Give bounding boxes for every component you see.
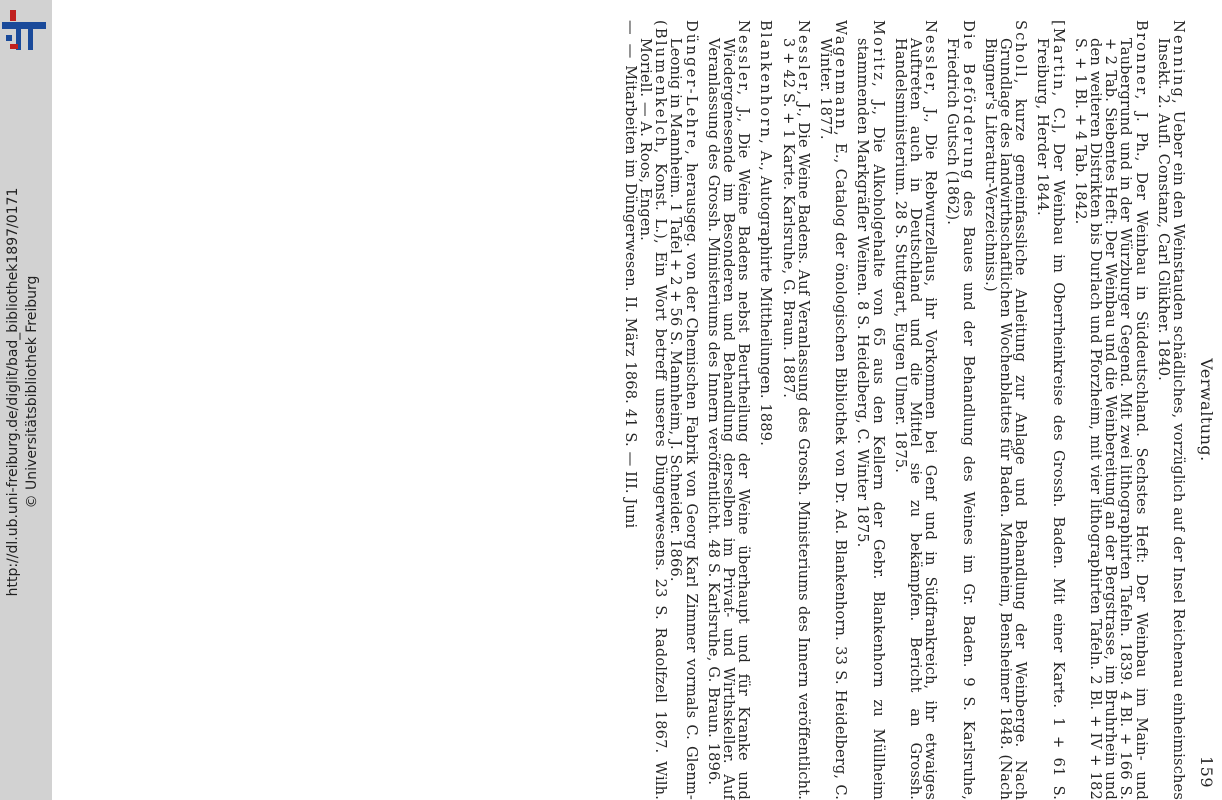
running-head: Verwaltung. bbox=[1197, 358, 1216, 462]
entry-text: J., Die Alkoholgehalte von 65 aus den Kellern der Gebr. Blankenhorn zu Müllheim stammenden Markgräfler Weinen. 8 S. Heidelberg, C. Winter 1875. bbox=[854, 38, 887, 800]
entry-text: Ueber ein den Weinstauden schädliches, vorzüglich auf der Insel Reichenau einheimisches Insekt. 2. Aufl. Constanz, Carl Glükher. 1840. bbox=[1154, 38, 1187, 800]
entry-text: des Baues und der Behandlung des Weines im Gr. Baden. 9 S. Karlsruhe, Friedrich Gutsch (1862). bbox=[944, 38, 977, 800]
bibliography-entry bbox=[893, 20, 939, 800]
entry-author: Dünger-Lehre, bbox=[682, 20, 700, 157]
entry-text: A., Autographirte Mittheilungen. 1889. bbox=[757, 145, 775, 447]
copyright-notice: © Universitätsbibliothek Freiburg bbox=[24, 275, 40, 509]
entry-author: (Blumenkelch, bbox=[652, 20, 670, 156]
entry-author: Nenning, bbox=[1170, 20, 1187, 106]
page-header bbox=[1186, 20, 1220, 800]
scanned-page bbox=[52, 0, 1222, 800]
entry-text: kurze gemeinfassliche Anleitung zur Anlage und Behandlung der Weinberge. Nach Grundlage des landwirthschaftlichen Wochenblattes für Baden. Mannheim, Bensheimer 1848. (Nach Bingner's Literatur-Verzeichniss.) bbox=[981, 38, 1030, 800]
bibliography-entry bbox=[780, 20, 810, 800]
bibliography-entry bbox=[638, 20, 668, 800]
entry-author: Blankenhorn, bbox=[757, 20, 775, 146]
entry-text: E., Catalog der önologischen Bibliothek von Dr. Ad. Blankenhorn. 33 S. Heidelberg, C. Winter. 1877. bbox=[816, 38, 850, 800]
entry-author: Die Beförderung bbox=[959, 20, 977, 182]
entry-author: Wagenmann, bbox=[832, 20, 850, 138]
entry-author: [Martin, bbox=[1049, 20, 1067, 99]
bibliography-entry bbox=[855, 20, 885, 800]
viewer-sidebar bbox=[0, 0, 52, 800]
entry-author: Nessler, bbox=[735, 20, 753, 98]
entry-text: Konst. L.), Ein Wort betreff unseres Düngerwesens. 23 S. Radolfzell 1867. Wilh. Moriell. — A. Roos, Engen. bbox=[636, 38, 670, 800]
bibliography-entry bbox=[1035, 20, 1065, 800]
entry-text: C.], Der Weinbau im Oberrheinkreise des Grossh. Baden. Mit einer Karte. 1 + 61 S. Freiburg, Herder 1844. bbox=[1034, 38, 1067, 800]
entry-text: herausgeg. von der Chemischen Fabrik von Georg Karl Zimmer vormals C. Glenm-Leonig in Mannheim. 1 Tafel + 2 + 56 S. Mannheim, J. Schneider. 1866. bbox=[667, 38, 700, 800]
page-number: 159 bbox=[1197, 755, 1216, 788]
bibliography-entry bbox=[983, 20, 1029, 800]
bibliography-entry bbox=[945, 20, 975, 800]
entry-text: J., Die Rebwurzellaus, ihr Vorkommen bei Genf und in Südfrankreich, ihr etwaiges Auftreten auch in Deutschland und die Mittel sie zu bekämpfen. Bericht an Grossh. Handelsministerium. 28 S. Stuttgart, Eugen Ulmer. 1875. bbox=[891, 38, 940, 800]
bibliography-entry bbox=[668, 20, 698, 800]
entry-author: Scholl, bbox=[1012, 20, 1030, 86]
bibliography-entry bbox=[758, 20, 773, 800]
bibliography-entry bbox=[1156, 20, 1186, 800]
entry-text: J., Die Weine Badens. Auf Veranlassung des Grossh. Ministeriums des Innern veröffentlicht. 3 + 42 S. + 1 Karte. Karlsruhe, G. Braun. 1887. bbox=[779, 38, 812, 800]
entry-text: Mitarbeiten im Düngerwesen. II. März 1868. 41 S. — III. Juni bbox=[621, 60, 639, 529]
entry-author: Moritz, bbox=[869, 20, 887, 89]
source-info bbox=[4, 0, 42, 792]
entry-author: Bronner, bbox=[1132, 20, 1150, 102]
bibliography-entry bbox=[1073, 20, 1149, 800]
bibliography-entry bbox=[623, 20, 638, 800]
page-content bbox=[280, 20, 1220, 800]
entry-text: J., Die Weine Badens nebst Beurtheilung der Weine überhaupt und für Kranke und Wiedergenesende im Besonderen und Behandlung derselben im Privat- und Wirthskeller. Auf Veranlassung des Grossh. Ministeriums des Innern veröffentlicht. 48 S. Karlsruhe, G. Braun. 1896. bbox=[704, 38, 753, 800]
bibliography-entry bbox=[706, 20, 752, 800]
entry-author: Nessler, bbox=[794, 20, 812, 98]
entry-text: J. Ph., Der Weinbau in Süddeutschland. Sechstes Heft: Der Weinbau im Main- und Taubergrund und in der Würzburger Gegend. Mit zwei lithographirten Tafeln. 1839. 4 Bl. + 166 S. + 2 Tab. Siebentes Heft: Der Weinbau und die Weinbereitung an der Bergstrasse, im Bruhrhein und den weiteren Distrikten bis Durlach und Pforzheim, mit vier lithographirten Tafeln. 2 Bl. + IV + 182 S. + 1 Bl. + 4 Tab. 1842. bbox=[1071, 38, 1150, 800]
bibliography-entry bbox=[818, 20, 848, 800]
entry-author: Nessler, bbox=[922, 20, 940, 98]
source-url[interactable]: http://dl.ub.uni-freiburg.de/diglit/bad_bibliothek1897/0171 bbox=[5, 187, 21, 597]
entry-author: — — bbox=[621, 20, 639, 61]
